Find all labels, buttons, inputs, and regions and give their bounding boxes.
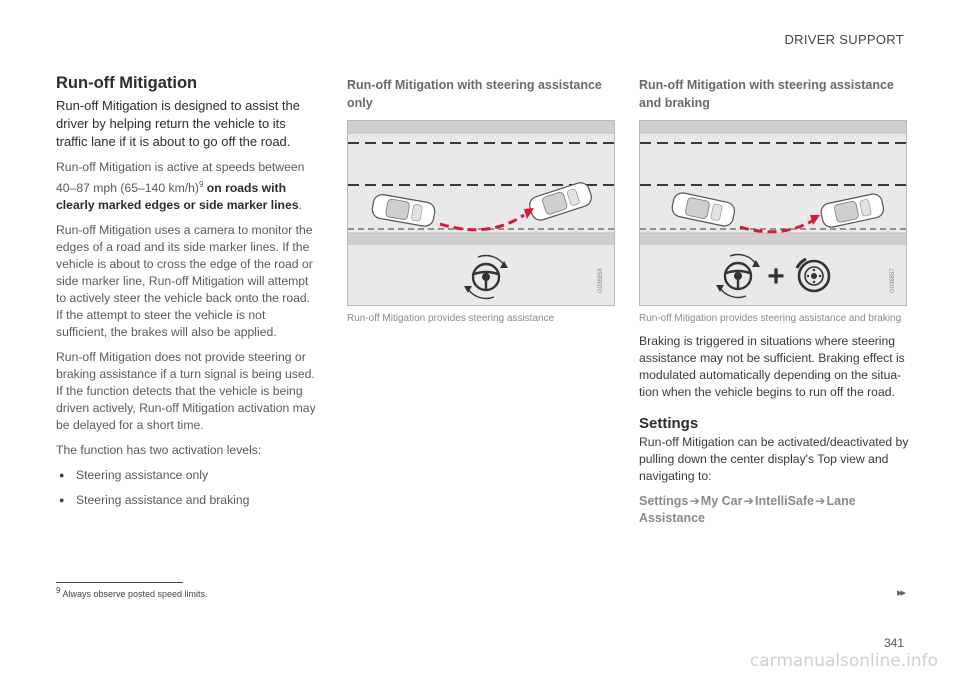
steering-only-figure <box>347 120 615 306</box>
bullet-icon: ● <box>59 470 65 481</box>
activation-levels-intro: The function has two activation levels: <box>56 443 262 458</box>
steering-braking-heading: Run-off Mitigation with steering assistance and braking <box>639 78 894 110</box>
column-steering-braking <box>639 76 909 527</box>
intro-paragraph: Run-off Mitigation is designed to assist the driver by helping return the vehicle to its traffic lane if it is about to go off the road. <box>56 98 301 149</box>
activation-levels-list <box>56 467 318 509</box>
arrow-right-icon: ➔ <box>689 494 700 508</box>
steering-assist-icon <box>464 256 508 299</box>
trajectory-arrow-icon <box>440 208 534 230</box>
speed-range-paragraph: Run-off Mitigation is active at speeds between 40–87 mph (65–140 km/h)$^9$ on roads with clearly marked edges or side marker lines. <box>56 160 305 213</box>
list-item: ● Steering assistance only <box>59 468 209 483</box>
steering-only-caption: Run-off Mitigation provides steering assistance <box>347 313 555 324</box>
steering-braking-caption: Run-off Mitigation provides steering assistance and braking <box>639 313 902 324</box>
braking-paragraph: Braking is triggered in situations where steering assistance may not be sufficient. Braking effect is modulated automatically depending on the situa-tion when the vehicle begins to run off the road. <box>639 334 905 399</box>
column-intro <box>56 74 318 517</box>
nav-path-lane-assistance[interactable]: Lane Assistance <box>639 494 856 525</box>
car-top-view-icon <box>527 180 593 222</box>
list-item: ● Steering assistance and braking <box>59 493 250 508</box>
car-top-view-icon <box>820 192 886 228</box>
footnote-divider <box>56 582 183 583</box>
plus-icon: + <box>767 260 785 293</box>
footnote-ref[interactable]: 9 <box>198 180 204 189</box>
turn-signal-paragraph: Run-off Mitigation does not provide steering or braking assistance if a turn signal is being used. If the function detects that the vehicle is being driven actively, Run-off Mitigation activation may be delayed for a short time. <box>56 350 316 433</box>
next-page-icon[interactable]: ▸▸ <box>896 587 904 599</box>
settings-heading: Settings <box>639 415 699 432</box>
figure-code: G036857 <box>890 268 896 293</box>
figure-code: G036858 <box>598 268 604 293</box>
page-title: Run-off Mitigation <box>56 74 198 92</box>
column-steering-only <box>347 76 615 325</box>
footnote: $^9$ Always observe posted speed limits. <box>56 586 208 599</box>
nav-path-intellisafe[interactable]: IntelliSafe <box>754 494 815 508</box>
watermark: carmanualsonline.info <box>749 651 938 671</box>
section-header: DRIVER SUPPORT <box>784 32 904 47</box>
steering-braking-figure <box>639 120 907 306</box>
settings-nav-path <box>639 493 909 527</box>
nav-path-settings[interactable]: Settings <box>639 494 689 508</box>
camera-paragraph: Run-off Mitigation uses a camera to monitor the edges of a road and its side marker lines. If the vehicle is about to cross the edge of the road or side marker line, Run-off Mitigation will attempt to actively steer the vehicle back onto the road. If the attempt to steer the vehicle is not sufficient, the brakes will also be applied. <box>56 223 313 340</box>
car-top-view-icon <box>671 191 737 227</box>
bullet-icon: ● <box>59 495 65 506</box>
car-top-view-icon <box>371 193 436 227</box>
steering-assist-icon <box>716 255 760 298</box>
page-number: 341 <box>883 636 904 650</box>
brake-disc-icon <box>797 259 829 291</box>
settings-paragraph: Run-off Mitigation can be activated/deactivated by pulling down the center display's Top view and navigating to: <box>639 435 909 483</box>
arrow-right-icon: ➔ <box>815 494 826 508</box>
arrow-right-icon: ➔ <box>743 494 754 508</box>
nav-path-my-car[interactable]: My Car <box>700 494 743 508</box>
steering-only-heading: Run-off Mitigation with steering assistance only <box>347 78 602 110</box>
